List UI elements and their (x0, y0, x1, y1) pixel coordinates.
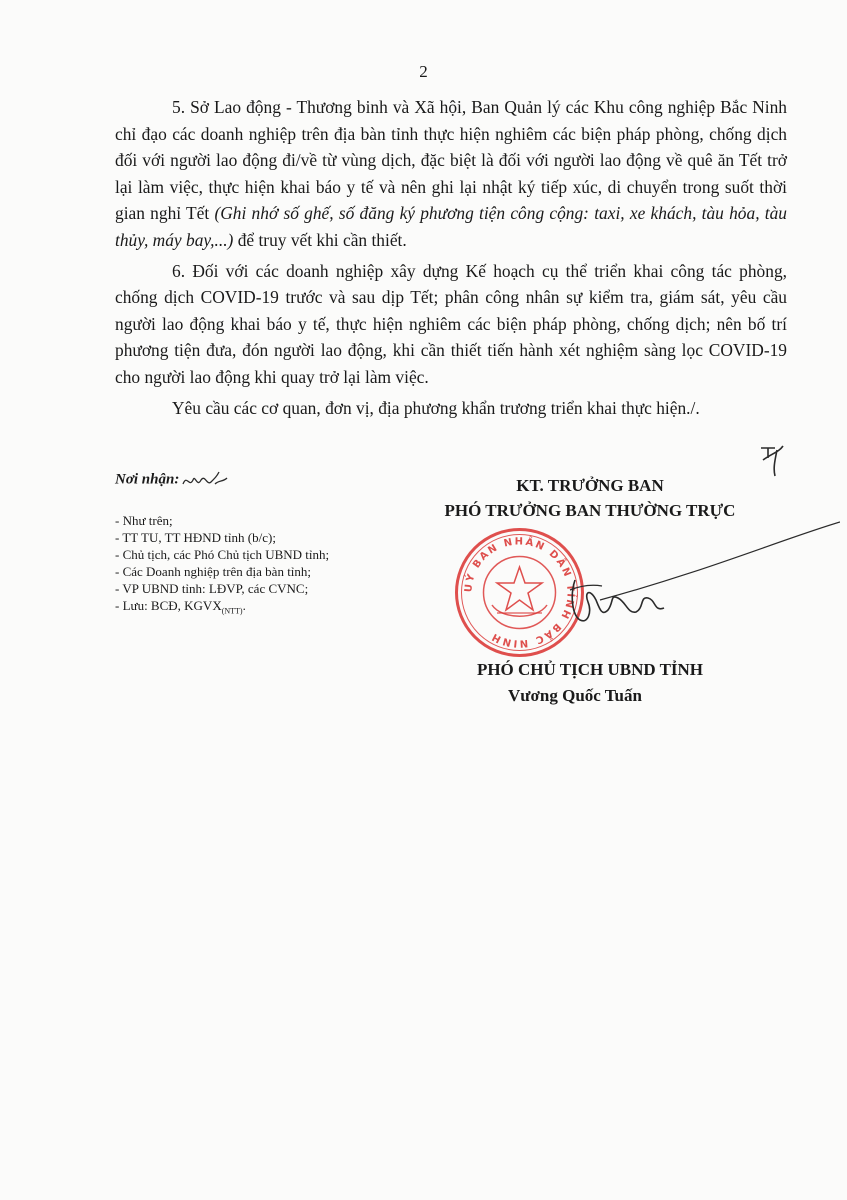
signature-heading (410, 473, 770, 523)
paragraph-5-italic-note: (Ghi nhớ số ghế, số đăng ký phương tiện công cộng: taxi, xe khách, tàu hỏa, tàu thủy, máy bay,...) (115, 203, 787, 250)
paragraph-5 (115, 94, 787, 254)
recipient-item: - VP UBND tỉnh: LĐVP, các CVNC; (115, 581, 309, 596)
initials-scribble (181, 470, 231, 490)
archive-subscript: (NTT) (221, 606, 243, 616)
paragraph-5-end: để truy vết khi cần thiết. (233, 229, 407, 250)
archive-end: . (242, 598, 246, 613)
recipient-item: - Chủ tịch, các Phó Chủ tịch UBND tỉnh; (115, 547, 330, 562)
paragraph-6: 6. Đối với các doanh nghiệp xây dựng Kế hoạch cụ thể triển khai công tác phòng, chống dịch COVID-19 trước và sau dịp Tết; phân công nhân sự kiểm tra, giám sát, yêu cầu người lao động khai báo y tế, thực hiện nghiêm các biện pháp phòng, chống dịch; nên bố trí phương tiện đưa, đón người lao động, khi cần thiết tiến hành xét nghiệm sàng lọc COVID-19 cho người lao động khi quay trở lại làm việc. (115, 260, 787, 387)
closing-sentence: Yêu cầu các cơ quan, đơn vị, địa phương khẩn trương triển khai thực hiện./. (172, 397, 700, 418)
recipient-item: - Như trên; (115, 513, 173, 528)
recipient-item: - Các Doanh nghiệp trên địa bàn tỉnh; (115, 564, 312, 579)
signature-line-1: KT. TRƯỞNG BAN (516, 476, 664, 495)
page-number: 2 (419, 62, 428, 81)
recipients-heading-text: Nơi nhận: (115, 471, 180, 488)
paragraph-5-text: 5. Sở Lao động - Thương binh và Xã hội, Ban Quản lý các Khu công nghiệp Bắc Ninh chỉ đạo các doanh nghiệp trên địa bàn tỉnh thực hiện nghiêm các biện pháp phòng, chống dịch đối với người lao động đi/về từ vùng dịch, đặc biệt là đối với người lao động về quê ăn Tết trở lại làm việc, thực hiện khai báo y tế và nên ghi lại nhật ký tiếp xúc, di chuyển trong suốt thời gian nghỉ Tết (115, 97, 787, 224)
signature-line-2: PHÓ TRƯỞNG BAN THƯỜNG TRỰC (444, 501, 736, 520)
archive-text: - Lưu: BCĐ, KGVX (115, 598, 222, 613)
recipient-item: - TT TU, TT HĐND tỉnh (b/c); (115, 530, 276, 545)
recipients-block (115, 470, 415, 620)
recipient-item-archive (115, 597, 415, 620)
handwritten-signature (540, 520, 840, 640)
recipients-list (115, 512, 415, 620)
signer-name: Vương Quốc Tuấn (508, 686, 642, 705)
recipients-heading (115, 470, 415, 490)
signer-title: PHÓ CHỦ TỊCH UBND TỈNH (476, 660, 704, 679)
seal-text: UỶ BAN NHÂN DÂN TỈNH BẮC NINH (463, 536, 576, 649)
document-body (115, 94, 787, 425)
